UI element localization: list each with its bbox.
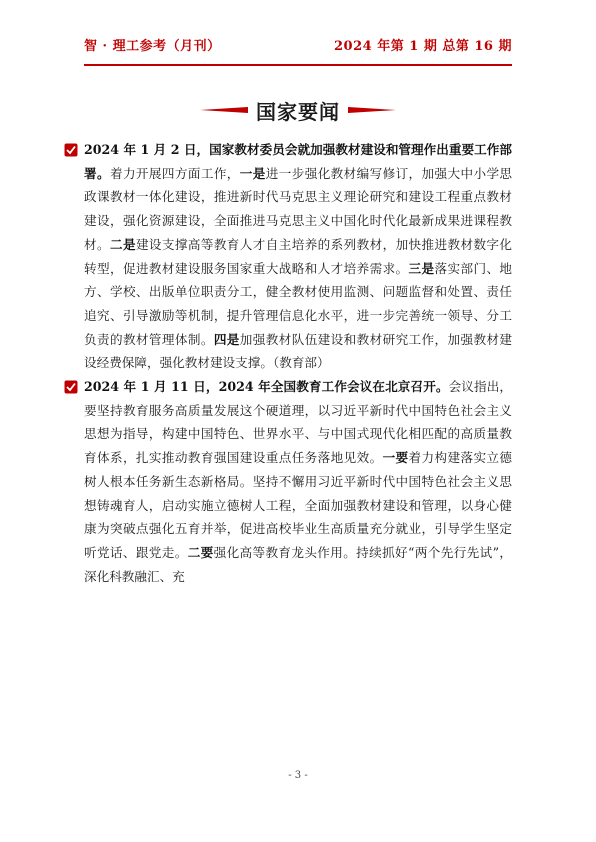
publication-name: 智 · 理工参考（月刊） [84, 39, 221, 54]
issue-number: 2024 年第 1 期 总第 16 期 [334, 39, 512, 54]
article-headline: 2024 年 1 月 2 日，国家教材委员会就加强教材建设和管理作出重要工作部署。 [84, 142, 512, 181]
point-marker: 四是 [213, 331, 240, 347]
article-headline: 2024 年 1 月 11 日，2024 年全国教育工作会议在北京召开。 [84, 379, 449, 395]
page-header [84, 38, 512, 66]
point-marker: 一是 [239, 165, 266, 181]
checkbox-mark-icon [64, 143, 78, 157]
article-text: 着力构建落实立德树人根本任务新生态新格局。坚持不懈用习近平新时代中国特色社会主义思想铸魂育人，启动实施立德树人工程，全面加强教材建设和管理，以身心健康为突破点强化五育并举，促进高校毕业生高质量充分就业，引导学生坚定听党话、跟党走。 [84, 450, 513, 560]
article-text: 落实部门、地方、学校、出版单位职责分工，健全教材使用监测、问题监督和处置、责任追究、引导激励等机制，提升管理信息化水平，进一步完善统一领导、分工负责的教材管理体制。 [84, 260, 513, 347]
article-text: 建设支撑高等教育人才自主培养的系列教材，加快推进教材数字化转型，促进教材建设服务国家重大战略和人才培养需求。 [84, 236, 513, 276]
checkbox-mark-icon [64, 380, 78, 394]
right-ornament-icon [348, 105, 396, 115]
article-text: 会议指出，要坚持教育服务高质量发展这个硬道理，以习近平新时代中国特色社会主义思想为指导，构建中国特色、世界水平、与中国式现代化相匹配的高质量教育体系，扎实推动教育强国建设重点任务落地见效。 [84, 379, 512, 466]
point-marker: 三是 [408, 260, 435, 276]
point-marker: 二要 [187, 544, 214, 560]
section-heading [0, 96, 596, 124]
page-number: - 3 - [288, 770, 308, 781]
article-text: 着力开展四方面工作， [109, 165, 240, 181]
point-marker: 二是 [109, 236, 136, 252]
article-text: 加强教材队伍建设和教材研究工作，加强教材建设经费保障，强化教材建设支撑。（教育部） [84, 331, 513, 371]
point-marker: 一要 [382, 450, 409, 466]
article-body [84, 138, 512, 588]
section-title: 国家要闻 [256, 99, 340, 124]
left-ornament-icon [200, 105, 248, 115]
article-text: 进一步强化教材编写修订，加强大中小学思政课教材一体化建设，推进新时代马克思主义理论研究和建设工程重点教材建设，强化资源建设，全面推进马克思主义中国化时代化最新成果进课程教材。 [84, 165, 513, 252]
article-text: 强化高等教育龙头作用。持续抓好“两个先行先试”，深化科教融汇、充 [84, 544, 512, 584]
article-2 [84, 375, 512, 588]
article-1 [84, 138, 512, 375]
